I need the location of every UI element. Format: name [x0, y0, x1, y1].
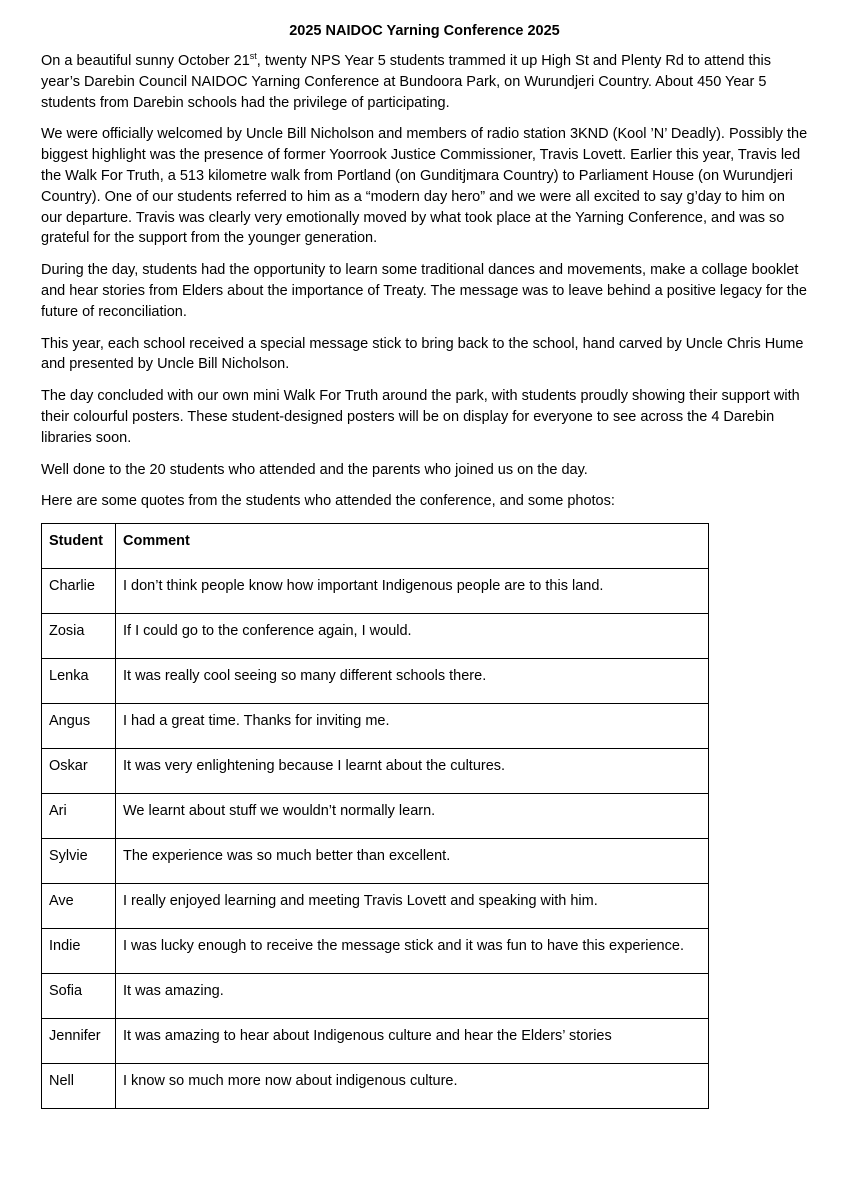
student-name: Lenka	[42, 659, 116, 704]
header-student: Student	[42, 524, 116, 569]
table-row	[42, 1064, 709, 1109]
student-name: Sylvie	[42, 839, 116, 884]
student-name: Sofia	[42, 974, 116, 1019]
date-ordinal-suffix: st	[249, 51, 257, 62]
table-row	[42, 659, 709, 704]
table-row	[42, 1019, 709, 1064]
table-row	[42, 929, 709, 974]
intro-paragraph-1-rest: , twenty NPS Year 5 students trammed it up High St and Plenty Rd to attend this year’s Darebin Council NAIDOC Yarning Conference at Bundoora Park, on Wurundjeri Country. About 450 Year 5 students from Darebin schools had the privilege of participating.	[41, 53, 772, 111]
intro-paragraph-3: During the day, students had the opportunity to learn some traditional dances and movements, make a collage booklet and hear stories from Elders about the importance of Treaty. The message was to leave behind a positive legacy for the future of reconciliation.	[41, 262, 807, 320]
table-row	[42, 974, 709, 1019]
header-comment: Comment	[116, 524, 709, 569]
student-name: Ave	[42, 884, 116, 929]
student-comment: The experience was so much better than excellent.	[116, 839, 709, 884]
student-name: Indie	[42, 929, 116, 974]
student-comment: I was lucky enough to receive the message stick and it was fun to have this experience.	[116, 929, 709, 974]
table-header-row	[42, 524, 709, 569]
intro-paragraph-7: Here are some quotes from the students who attended the conference, and some photos:	[41, 493, 615, 510]
table-row	[42, 839, 709, 884]
student-comment: It was really cool seeing so many different schools there.	[116, 659, 709, 704]
intro-paragraph-5: The day concluded with our own mini Walk For Truth around the park, with students proudly showing their support with their colourful posters. These student-designed posters will be on display for everyone to see across the 4 Darebin libraries soon.	[41, 388, 800, 446]
student-comment: We learnt about stuff we wouldn’t normally learn.	[116, 794, 709, 839]
student-name: Nell	[42, 1064, 116, 1109]
table-row	[42, 749, 709, 794]
student-comment: It was amazing.	[116, 974, 709, 1019]
student-comment: I don’t think people know how important Indigenous people are to this land.	[116, 569, 709, 614]
student-comment: I really enjoyed learning and meeting Travis Lovett and speaking with him.	[116, 884, 709, 929]
student-name: Angus	[42, 704, 116, 749]
student-comment: I know so much more now about indigenous culture.	[116, 1064, 709, 1109]
intro-paragraph-4: This year, each school received a special message stick to bring back to the school, hand carved by Uncle Chris Hume and presented by Uncle Bill Nicholson.	[41, 335, 804, 373]
student-comment: It was very enlightening because I learnt about the cultures.	[116, 749, 709, 794]
student-name: Jennifer	[42, 1019, 116, 1064]
student-comment: If I could go to the conference again, I would.	[116, 614, 709, 659]
student-name: Ari	[42, 794, 116, 839]
intro-paragraph-1-text: On a beautiful sunny October 21	[41, 53, 250, 69]
student-name: Oskar	[42, 749, 116, 794]
table-row	[42, 614, 709, 659]
intro-paragraph-2: We were officially welcomed by Uncle Bill Nicholson and members of radio station 3KND (Kool ’N’ Deadly). Possibly the biggest highlight was the presence of former Yoorrook Justice Commissioner, Travis Lovett. Earlier this year, Travis led the Walk For Truth, a 513 kilometre walk from Portland (on Gunditjmara Country) to Parliament House (on Wurundjeri Country). One of our students referred to him as a “modern day hero” and we were all excited to say g’day to him on our departure. Travis was clearly very emotionally moved by what took place at the Yarning Conference, and was so grateful for the support from the younger generation.	[41, 126, 808, 247]
intro-paragraph-1	[41, 51, 808, 113]
student-name: Charlie	[42, 569, 116, 614]
table-row	[42, 704, 709, 749]
table-row	[42, 569, 709, 614]
intro-paragraph-6: Well done to the 20 students who attended and the parents who joined us on the day.	[41, 461, 588, 478]
student-comment: It was amazing to hear about Indigenous culture and hear the Elders’ stories	[116, 1019, 709, 1064]
student-quotes-table	[41, 523, 709, 1109]
page-title: 2025 NAIDOC Yarning Conference 2025	[289, 23, 560, 39]
table-row	[42, 884, 709, 929]
student-comment: I had a great time. Thanks for inviting me.	[116, 704, 709, 749]
student-name: Zosia	[42, 614, 116, 659]
table-row	[42, 794, 709, 839]
